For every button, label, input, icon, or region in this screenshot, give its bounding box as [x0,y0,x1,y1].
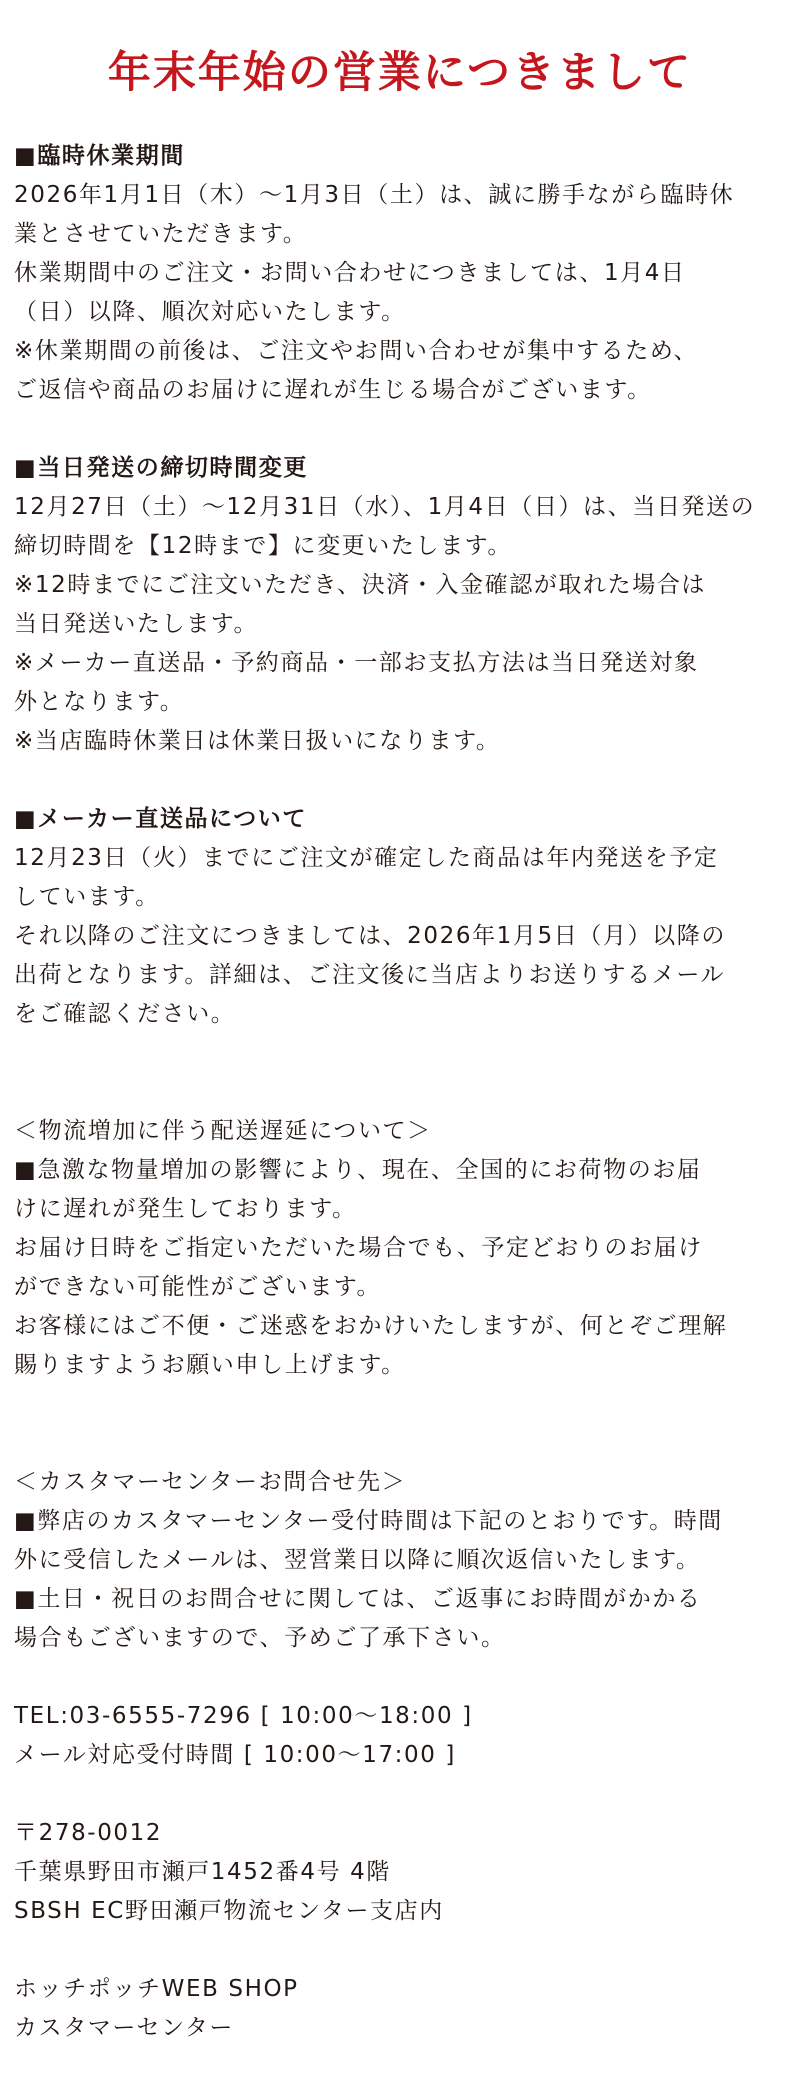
section-heading: ＜カスタマーセンターお問合せ先＞ [14,1469,407,1495]
body-line: ができない可能性がございます。 [14,1274,382,1300]
body-line: 締切時間を【12時まで】に変更いたします。 [14,533,513,559]
address-line: 千葉県野田市瀬戸1452番4号 4階 [14,1859,391,1885]
spacer [14,1658,786,1697]
spacer [14,1775,786,1814]
spacer [14,1385,786,1463]
body-line: ■急激な物量増加の影響により、現在、全国的にお荷物のお届 [14,1157,702,1183]
same-day-shipping-section [14,449,786,761]
body-line: 当日発送いたします。 [14,611,259,637]
direct-shipping-section [14,800,786,1034]
spacer [14,1034,786,1112]
body-line: ※休業期間の前後は、ご注文やお問い合わせが集中するため、 [14,338,699,364]
postal-code: 〒278-0012 [14,1820,163,1846]
body-line: 外に受信したメールは、翌営業日以降に順次返信いたします。 [14,1547,701,1573]
body-line: ※メーカー直送品・予約商品・一部お支払方法は当日発送対象 [14,650,699,676]
body-line: 2026年1月1日（木）～1月3日（土）は、誠に勝手ながら臨時休 [14,182,735,208]
notice-body [14,137,786,2048]
customer-center-section [14,1463,786,2048]
body-line: 場合もございますので、予めご了承下さい。 [14,1625,506,1651]
body-line: けに遅れが発生しております。 [14,1196,357,1222]
spacer [14,761,786,800]
mail-hours: メール対応受付時間 [ 10:00～17:00 ] [14,1742,456,1768]
section-heading: ＜物流増加に伴う配送遅延について＞ [14,1118,432,1144]
body-line: ご返信や商品のお届けに遅れが生じる場合がございます。 [14,377,652,403]
spacer [14,1931,786,1970]
body-line: 12月23日（火）までにご注文が確定した商品は年内発送を予定 [14,845,719,871]
body-line: 休業期間中のご注文・お問い合わせにつきましては、1月4日 [14,260,686,286]
body-line: しています。 [14,884,160,910]
phone-number: TEL:03-6555-7296 [ 10:00～18:00 ] [14,1703,473,1729]
body-line: それ以降のご注文につきましては、2026年1月5日（月）以降の [14,923,726,949]
section-heading: ■臨時休業期間 [14,143,185,169]
body-line: 外となります。 [14,689,185,715]
body-line: 業とさせていただきます。 [14,221,308,247]
section-heading: ■メーカー直送品について [14,806,308,832]
body-line: 12月27日（土）～12月31日（水）、1月4日（日）は、当日発送の [14,494,756,520]
temporary-closure-section [14,137,786,410]
body-line: 賜りますようお願い申し上げます。 [14,1352,406,1378]
section-heading: ■当日発送の締切時間変更 [14,455,308,481]
body-line: ■弊店のカスタマーセンター受付時間は下記のとおりです。時間 [14,1508,723,1534]
body-line: ■土日・祝日のお問合せに関しては、ご返事にお時間がかかる [14,1586,702,1612]
body-line: 出荷となります。詳細は、ご注文後に当店よりお送りするメール [14,962,726,988]
department-name: カスタマーセンター [14,2015,235,2041]
body-line: をご確認ください。 [14,1001,236,1027]
shop-name: ホッチポッチWEB SHOP [14,1976,299,2002]
body-line: お客様にはご不便・ご迷惑をおかけいたしますが、何とぞご理解 [14,1313,728,1339]
page-title: 年末年始の営業につきまして [107,48,693,98]
spacer [14,410,786,449]
body-line: ※12時までにご注文いただき、決済・入金確認が取れた場合は [14,572,707,598]
body-line: お届け日時をご指定いただいた場合でも、予定どおりのお届け [14,1235,703,1261]
body-line: ※当店臨時休業日は休業日扱いになります。 [14,728,501,754]
body-line: （日）以降、順次対応いたします。 [14,299,406,325]
address-line: SBSH EC野田瀬戸物流センター支店内 [14,1898,444,1924]
shipping-delay-section [14,1112,786,1385]
